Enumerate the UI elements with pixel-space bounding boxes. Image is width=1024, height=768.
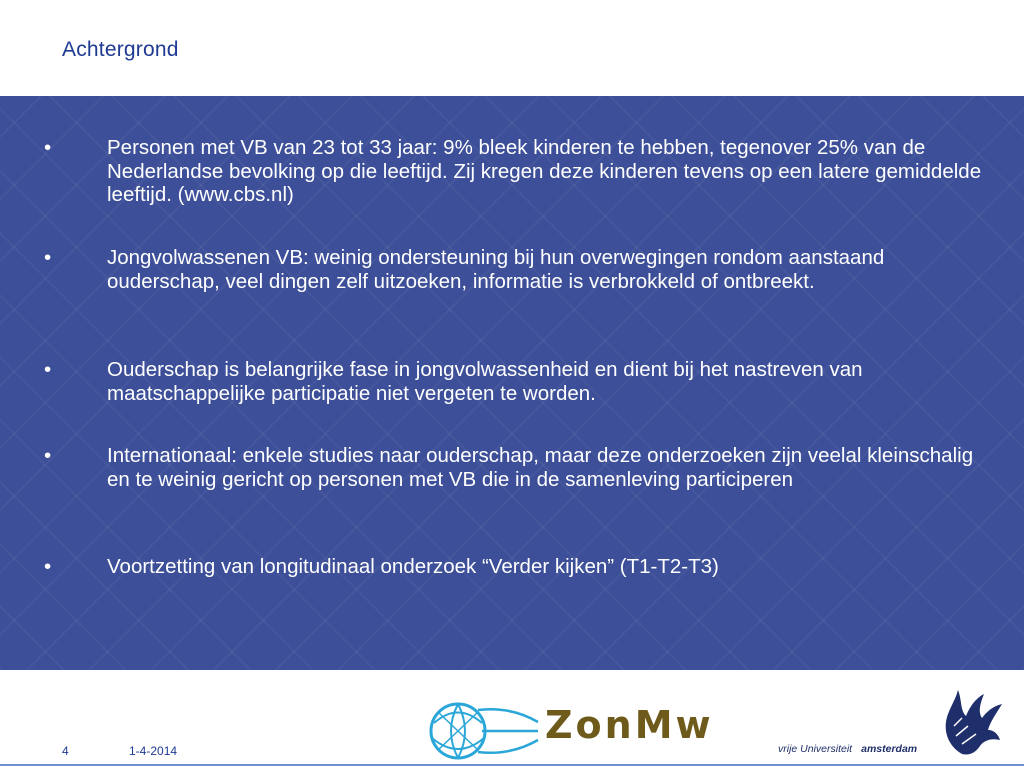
bullet-text: Ouderschap is belangrijke fase in jongvolwassenheid en dient bij het nastreven van maatschappelijke participatie niet vergeten te worden. [107, 358, 863, 405]
page-number: 4 [62, 744, 69, 758]
bullet-text: Internationaal: enkele studies naar ouderschap, maar deze onderzoeken zijn veelal kleinschalig en te weinig gericht op personen met VB die in de samenleving participeren [107, 444, 974, 491]
vu-city: amsterdam [861, 743, 918, 755]
bullet-text: Voortzetting van longitudinaal onderzoek “Verder kijken” (T1-T2-T3) [107, 555, 719, 578]
bullet-marker: • [44, 444, 52, 467]
footer-divider [0, 764, 1024, 766]
slide-content [0, 96, 1024, 670]
slide-title: Achtergrond [62, 38, 179, 61]
zonmw-globe-icon [420, 698, 540, 764]
bullet-marker: • [44, 555, 52, 578]
bullet-marker: • [44, 136, 52, 159]
footer-date: 1-4-2014 [129, 744, 178, 758]
bullet-marker: • [44, 246, 52, 269]
slide-footer [0, 670, 1024, 768]
vu-griffin-icon [932, 686, 1004, 758]
bullet-text: Personen met VB van 23 tot 33 jaar: 9% bleek kinderen te hebben, tegenover 25% van de Nederlandse bevolking op die leeftijd. Zij kregen deze kinderen tevens op een latere gemiddelde leeftijd. (www.cbs.nl) [107, 136, 982, 206]
vu-logo-text [778, 743, 917, 755]
slide-header [0, 0, 1024, 96]
vu-name: vrije Universiteit [778, 743, 853, 755]
bullet-marker: • [44, 358, 52, 381]
zonmw-logo-text: ZonMw [545, 703, 714, 747]
bullet-text: Jongvolwassenen VB: weinig ondersteuning bij hun overwegingen rondom aanstaand ouderschap, veel dingen zelf uitzoeken, informatie is verbrokkeld of ontbreekt. [107, 246, 885, 293]
